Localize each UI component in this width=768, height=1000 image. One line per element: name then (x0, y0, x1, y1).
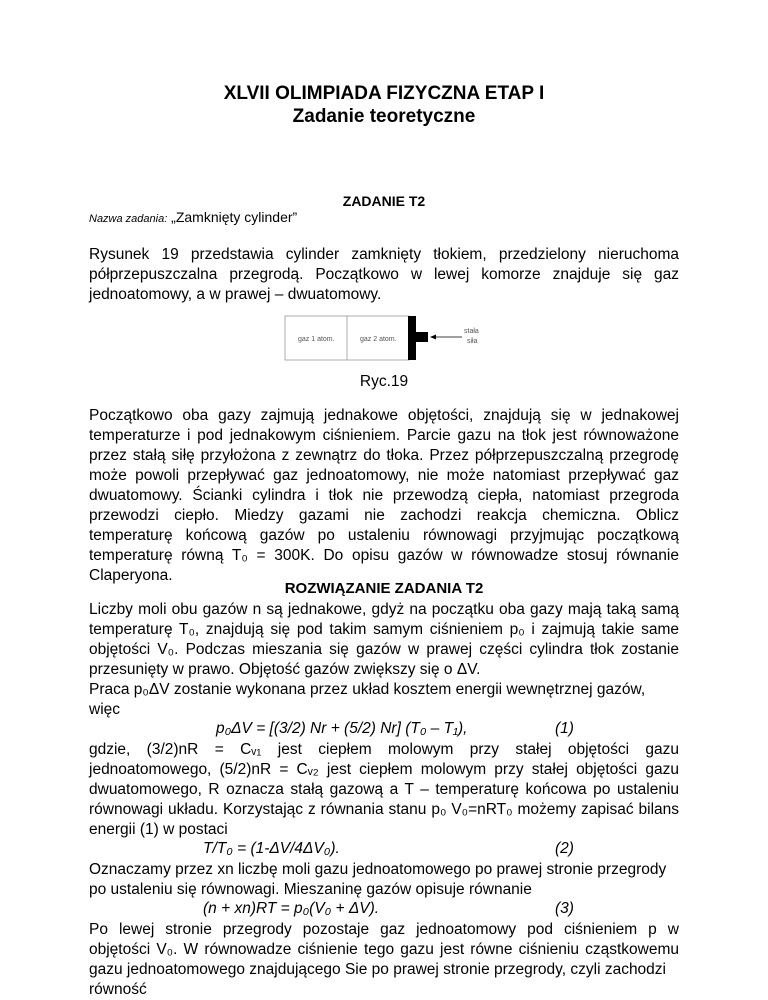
text-line: dwuatomowy. Ścianki cylindra i tłok nie przewodzą ciepła, natomiast przegroda (89, 487, 679, 504)
figure-caption: Ryc.19 (359, 373, 409, 390)
solution-end (89, 920, 679, 1000)
force-arrow-head (430, 335, 436, 340)
text-line: Oznaczamy przez xn liczbę moli gazu jednoatomowego po prawej stronie przegrody (89, 861, 667, 878)
text-line: gdzie, (3/2)nR = Cᵥ₁ jest ciepłem molowym przy stałej objętości gazu (89, 741, 679, 758)
document-title-line-1: XLVII OLIMPIADA FIZYCZNA ETAP I (223, 83, 545, 104)
task-heading: ZADANIE T2 (342, 193, 426, 209)
solution-intro (89, 600, 679, 720)
text-line: Rysunek 19 przedstawia cylinder zamknięty tłokiem, przedzielony nieruchoma (89, 246, 679, 263)
piston-icon (408, 316, 416, 360)
force-label-1: stała (464, 328, 479, 335)
text-line: może powoli przepływać gaz jednoatomowy, nie może natomiast przepływać gaz (89, 467, 679, 484)
task-name-row (89, 209, 297, 225)
solution-heading: ROZWIĄZANIE ZADANIA T2 (284, 580, 484, 597)
text-line: Liczby moli obu gazów n są jednakowe, gdyż na początku oba gazy mają taką samą (89, 601, 679, 618)
text-line: przesunięty w prawo. Objętość gazów zwiększy się o ΔV. (89, 661, 481, 678)
document-title-line-2: Zadanie teoretyczne (292, 106, 476, 127)
left-chamber-label: gaz 1 atom. (298, 336, 335, 343)
task-name-value: „Zamknięty cylinder” (171, 209, 298, 225)
solution-xn (89, 860, 679, 900)
equation-3-number: (3) (555, 900, 574, 917)
text-line: energii (1) w postaci (89, 821, 228, 838)
text-line: temperaturze i pod jednakowym ciśnieniem. Parcie gazu na tłok jest równoważone (89, 427, 679, 444)
right-chamber-label: gaz 2 atom. (360, 336, 397, 343)
equation-2: T/T₀ = (1-ΔV/4ΔV₀). (203, 840, 340, 857)
task-body (89, 406, 679, 586)
text-line: jednoatomowego, (5/2)nR = Cᵥ₂ jest ciepłem molowym przy stałej objętości gazu (89, 761, 679, 778)
text-line: objętości V₀. Podczas mieszania się gazów w prawej części cylindra tłok zostanie (89, 641, 679, 658)
text-line: równość (89, 981, 147, 998)
text-line: jednoatomowy, a w prawej – dwuatomowy. (89, 286, 382, 303)
text-line: objętości V₀. W równowadze ciśnienie tego gazu jest równe ciśnieniu cząstkowemu (89, 941, 679, 958)
equation-3: (n + xn)RT = p₀(V₀ + ΔV). (203, 900, 380, 917)
force-label-2: siła (467, 338, 478, 345)
text-line: więc (89, 701, 121, 718)
equation-2-number: (2) (555, 840, 574, 857)
text-line: Praca p₀ΔV zostanie wykonana przez układ kosztem energii wewnętrznej gazów, (89, 681, 646, 698)
cylinder-figure (284, 314, 504, 366)
equation-1: p₀ΔV = [(3/2) Nr + (5/2) Nr] (T₀ – T₁), (216, 720, 468, 737)
text-line: temperaturę końcową gazów po ustaleniu równowagi przyjmując początkową (89, 527, 679, 544)
task-name-label: Nazwa zadania: (89, 213, 168, 225)
solution-middle (89, 740, 679, 840)
text-line: Początkowo oba gazy zajmują jednakowe objętości, znajdują się w jednakowej (89, 407, 679, 424)
text-line: po ustaleniu się równowagi. Mieszaninę gazów opisuje równanie (89, 881, 532, 898)
task-intro (89, 245, 679, 305)
equation-1-number: (1) (555, 720, 574, 737)
text-line: równowagi układu. Korzystając z równania stanu p₀ V₀=nRT₀ możemy zapisać bilans (89, 801, 679, 818)
text-line: temperaturę T₀, znajdują się pod takim samym ciśnieniem p₀ i zajmują takie same (89, 621, 679, 638)
text-line: gazu jednoatomowego znajdującego Sie po prawej stronie przegrody, czyli zachodzi (89, 961, 666, 978)
text-line: przewodzi ciepło. Miedzy gazami nie zachodzi reakcja chemiczna. Oblicz (89, 507, 679, 524)
text-line: przez stałą siłę przyłożona z zewnątrz do tłoka. Przez półprzepuszczalną przegrodę (89, 447, 679, 464)
text-line: dwuatomowego, R oznacza stałą gazową a T – temperaturę końcowa po ustaleniu (89, 781, 679, 798)
text-line: temperaturę równą T₀ = 300K. Do opisu gazów w równowadze stosuj równanie (89, 547, 679, 564)
piston-rod (416, 332, 428, 342)
text-line: półprzepuszczalna przegrodą. Początkowo w lewej komorze znajduje się gaz (89, 266, 679, 283)
text-line: Claperyona. (89, 567, 173, 584)
text-line: Po lewej stronie przegrody pozostaje gaz jednoatomowy pod ciśnieniem p w (89, 921, 679, 938)
